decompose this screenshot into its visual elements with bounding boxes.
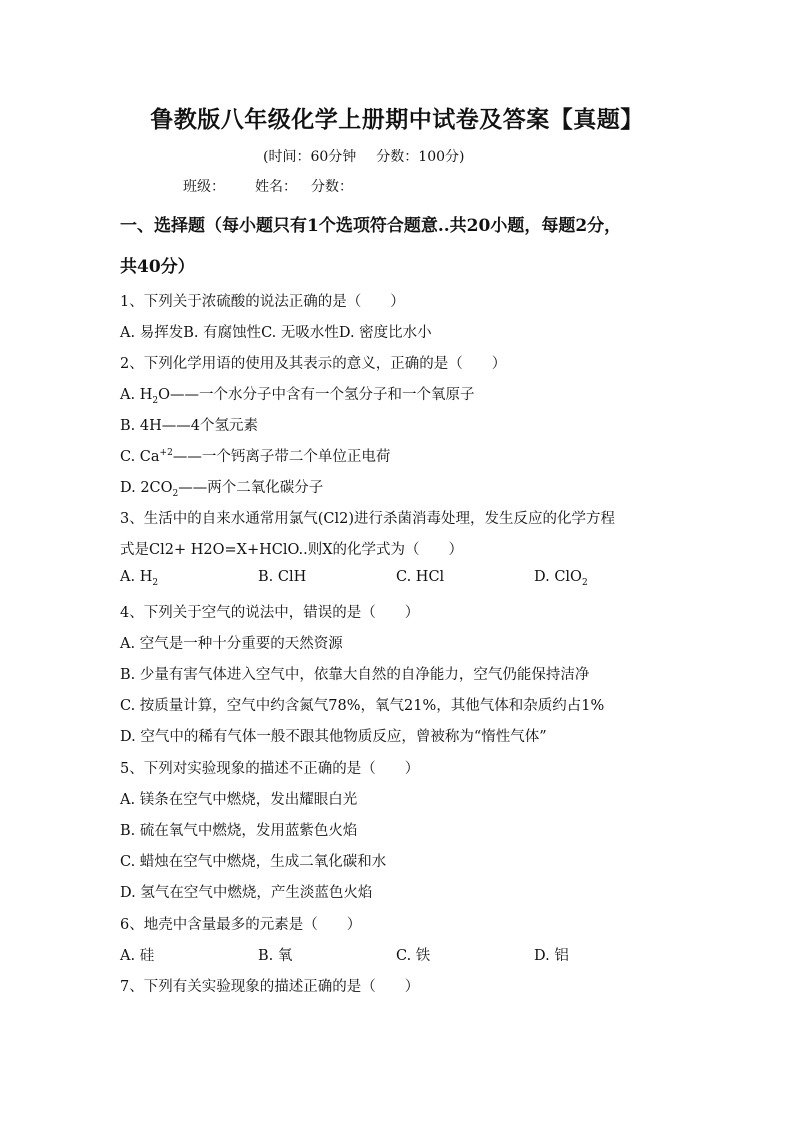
class-label: 班级： xyxy=(183,179,225,195)
section-heading-line2: 共40分） xyxy=(120,257,195,277)
question-6-stem: 6、地壳中含量最多的元素是（ ） xyxy=(120,917,362,933)
score-label: 分数： xyxy=(311,179,353,195)
question-2-option-d-sub: 2 xyxy=(172,488,179,499)
question-6-option-d: D. 铝 xyxy=(534,948,569,964)
question-7-stem: 7、下列有关实验现象的描述正确的是（ ） xyxy=(120,979,420,995)
question-5-option-a: A. 镁条在空气中燃烧，发出耀眼白光 xyxy=(120,792,358,808)
question-2-option-c-pre: C. Ca xyxy=(120,449,160,465)
question-3-option-c: C. HCl xyxy=(396,569,445,585)
question-4-option-a: A. 空气是一种十分重要的天然资源 xyxy=(120,636,343,652)
exam-meta xyxy=(263,146,464,166)
question-3-option-d xyxy=(534,569,588,588)
question-4-option-c: C. 按质量计算，空气中约含氮气78%，氧气21%，其他气体和杂质约占1% xyxy=(120,698,605,714)
question-2-option-d-post: ——两个二氧化碳分子 xyxy=(178,480,324,496)
question-2-option-a xyxy=(120,383,474,406)
question-2-option-d xyxy=(120,476,323,499)
question-5-option-c: C. 蜡烛在空气中燃烧，生成二氧化碳和水 xyxy=(120,854,387,870)
question-5-stem: 5、下列对实验现象的描述不正确的是（ ） xyxy=(120,761,420,777)
question-3-option-a-pre: A. H xyxy=(120,569,153,585)
question-3-option-a-sub: 2 xyxy=(152,577,159,588)
question-4-option-d: D. 空气中的稀有气体一般不跟其他物质反应，曾被称为“惰性气体” xyxy=(120,729,547,745)
question-4-stem: 4、下列关于空气的说法中，错误的是（ ） xyxy=(120,605,420,621)
question-6-option-a: A. 硅 xyxy=(120,948,155,964)
question-2-option-a-pre: A. H xyxy=(120,387,153,403)
question-6-option-c: C. 铁 xyxy=(396,948,431,964)
question-2-option-c xyxy=(120,445,390,466)
question-5-option-b: B. 硫在氧气中燃烧，发用蓝紫色火焰 xyxy=(120,823,358,839)
question-3-stem-line2: 式是Cl2+ H2O=X+HClO..则X的化学式为（ ） xyxy=(120,542,464,558)
question-2-option-c-sup: +2 xyxy=(159,448,173,459)
student-info xyxy=(183,176,353,196)
question-1-options: A. 易挥发B. 有腐蚀性C. 无吸水性D. 密度比水小 xyxy=(120,325,432,341)
section-heading-line1: 一、选择题（每小题只有1个选项符合题意..共20小题，每题2分， xyxy=(120,216,622,236)
question-3-option-b: B. ClH xyxy=(258,569,307,585)
question-6-option-b: B. 氧 xyxy=(258,948,293,964)
exam-time: (时间：60分钟 xyxy=(263,149,357,165)
question-2-stem: 2、下列化学用语的使用及其表示的意义，正确的是（ ） xyxy=(120,356,507,372)
question-3-option-d-sub: 2 xyxy=(581,577,588,588)
name-label: 姓名： xyxy=(255,179,297,195)
question-5-option-d: D. 氢气在空气中燃烧，产生淡蓝色火焰 xyxy=(120,885,373,901)
question-1-stem: 1、下列关于浓硫酸的说法正确的是（ ） xyxy=(120,294,405,310)
exam-score: 分数：100分) xyxy=(376,149,465,165)
question-3-option-d-pre: D. ClO xyxy=(534,569,582,585)
question-3-stem-line1: 3、生活中的自来水通常用氯气(Cl2)进行杀菌消毒处理，发生反应的化学方程 xyxy=(120,511,615,527)
question-2-option-d-pre: D. 2CO xyxy=(120,480,173,496)
question-2-option-a-sub: 2 xyxy=(152,395,159,406)
question-4-option-b: B. 少量有害气体进入空气中，依靠大自然的自净能力，空气仍能保持洁净 xyxy=(120,667,590,683)
question-2-option-a-post: O——一个水分子中含有一个氢分子和一个氧原子 xyxy=(158,387,475,403)
question-3-option-a xyxy=(120,569,158,588)
page-title: 鲁教版八年级化学上册期中试卷及答案【真题】 xyxy=(150,106,644,133)
question-2-option-c-post: ——一个钙离子带二个单位正电荷 xyxy=(172,449,391,465)
question-2-option-b: B. 4H——4个氢元素 xyxy=(120,418,258,434)
